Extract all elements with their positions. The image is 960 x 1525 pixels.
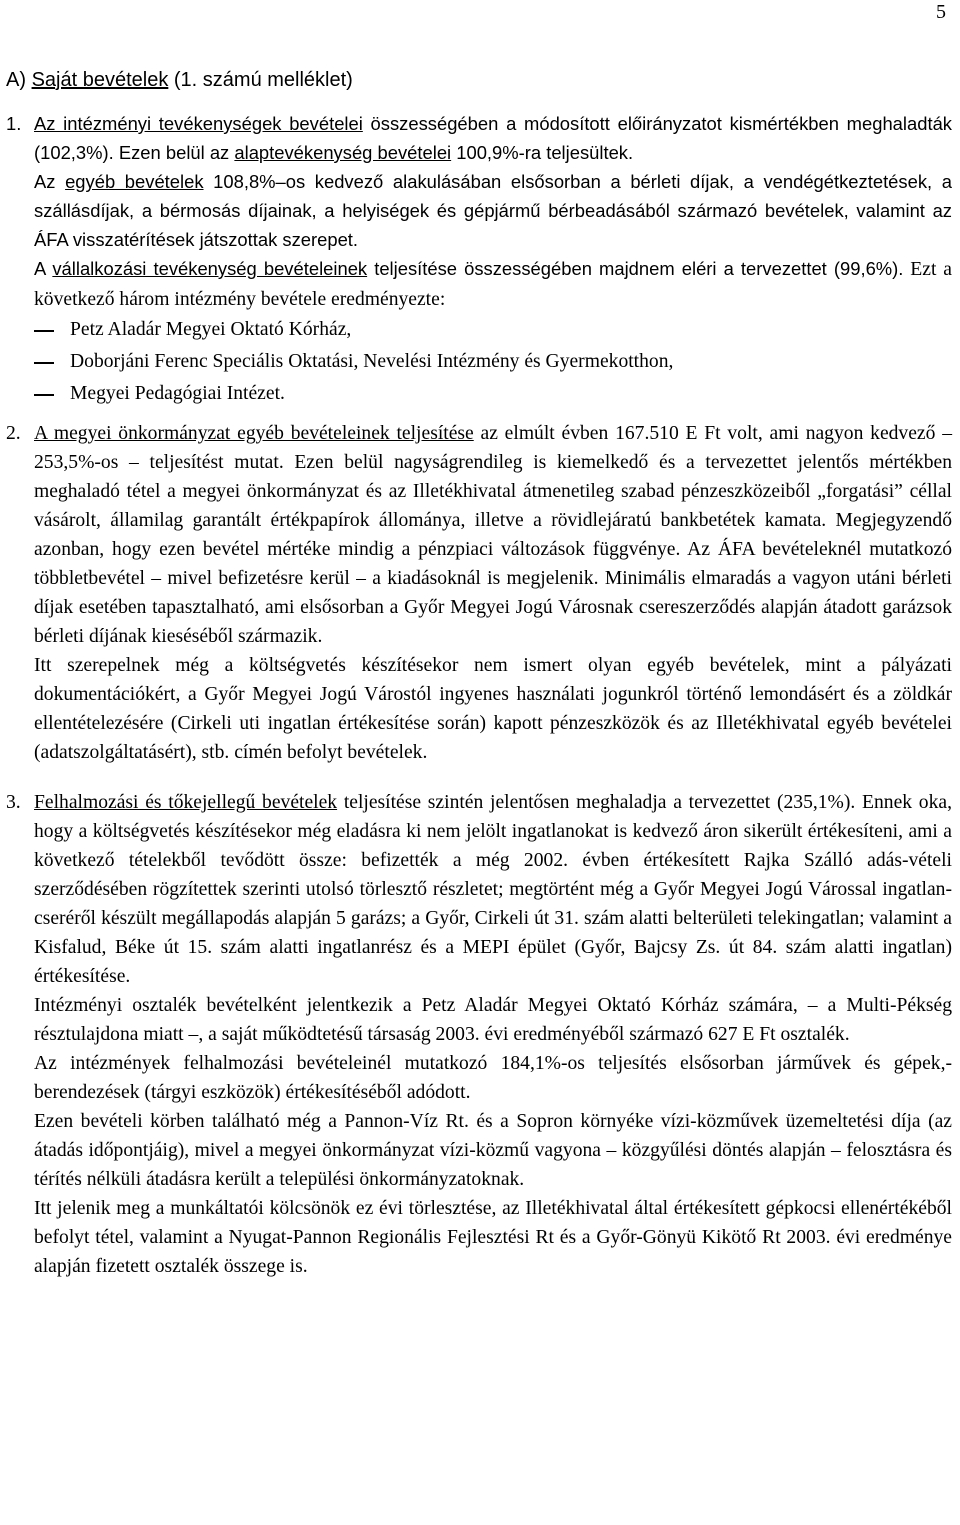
institution-list [34, 314, 952, 410]
paragraph-text: Ezt a következő három intézmény bevétele eredményezte: [34, 259, 952, 310]
list-item-1 [6, 109, 952, 410]
underlined-term: alaptevékenység bevételei [234, 142, 452, 163]
paragraph [34, 419, 952, 651]
item-body [34, 788, 952, 1281]
list-item-3 [6, 788, 952, 1281]
underlined-term: Felhalmozási és tőkejellegű bevételek [34, 792, 338, 813]
item-body [34, 419, 952, 767]
paragraph [34, 254, 952, 314]
paragraph: Itt szerepelnek még a költségvetés készítésekor nem ismert olyan egyéb bevételek, mint a pályázati dokumentációkért, a Győr Megyei Jogú Várostól ingyenes használati jogunkról történő lemondásért és a zöldkár ellentételezésére (Cirkeli uti ingatlan értékesítése során) kapott pénzeszközök és az Illetékhivatal egyéb bevételei (adatszolgáltatásért), stb. címén befolyt bevételek. [34, 655, 952, 763]
underlined-term: egyéb bevételek [65, 171, 204, 192]
paragraph-text: az elmúlt évben 167.510 E Ft volt, ami nagyon kedvező – 253,5%-os – teljesítést mutat. Ezen belül nagyságrendileg is kiemelkedő és a tervezettet jelentős mértékben meghaladó tétel a megyei önkormányzat és az Illetékhivatal átmenetileg szabad pénzeszközeiből „forgatási” céllal vásárolt, államilag garantált értékpapírok állománya, illetve a rövidlejáratú bankbetétek kamata. Megjegyzendő azonban, hogy ezen bevétel mértéke mindig a pénzpiaci változások függvénye. Az ÁFA bevételeknél mutatkozó többletbevétel – mivel befizetésre kerül – a kiadásoknál is megjelenik. Minimális elmaradás a vagyon utáni bérleti díjak esetében tapasztalható, ami elsősorban a Győr Megyei Jogú Városnak csereszerződés alapján átadott garázsok bérleti díjának kieséséből származik. [34, 423, 952, 647]
list-entry: Megyei Pedagógiai Intézet. [34, 378, 952, 410]
paragraph-text: összességében a módosított előirányzatot kismértékben meghaladták (102,3%). Ezen belül az [34, 113, 952, 163]
paragraph: Itt jelenik meg a munkáltatói kölcsönök ez évi törlesztése, az Illetékhivatal által értékesített gépkocsi ellenértékéből befolyt tétel, valamint a Nyugat-Pannon Regionális Fejlesztési Rt és a Győr-Gönyü Kikötő Rt 2003. évi eredménye alapján fizetett osztalék összege is. [34, 1198, 952, 1277]
item-body [34, 109, 952, 410]
paragraph-text: teljesítése szintén jelentősen meghaladja a tervezettet (235,1%). Ennek oka, hogy a költségvetés készítésekor még eladásra ki nem jelölt ingatlanokat is kedvező áron sikerült értékesíteni, ami a következő tételekből tevődött össze: befizették a még 2002. évben értékesített Rajka Szálló adás-vételi szerződésében rögzítettek szerinti utolsó törlesztő részletet; megtörtént még a Győr Megyei Jogú Várossal ingatlan-cseréről készült megállapodás alapján 5 garázs; a Győr, Cirkeli út 31. szám alatti belterületi telekingatlan; valamint a Kisfalud, Béke út 15. szám alatti ingatlanrész és a MEPI épület (Győr, Bajcsy Zs. út 84. szám alatti ingatlan) értékesítése. [34, 792, 952, 987]
paragraph-text: teljesítése összességében majdnem eléri a tervezettet (99,6%). [367, 258, 904, 279]
list-entry: Doborjáni Ferenc Speciális Oktatási, Nevelési Intézmény és Gyermekotthon, [34, 346, 952, 378]
section-heading [6, 64, 952, 96]
item-number: 2. [6, 423, 21, 444]
heading-suffix: (1. számú melléklet) [168, 69, 353, 91]
paragraph-text: 108,8%–os kedvező alakulásában elsősorban a bérleti díjak, a vendégétkeztetések, a szállásdíjak, a bérmosás díjainak, a helyiségek és gépjármű bérbeadásából származó bevételek, valamint az ÁFA visszatérítések játszottak szerepet. [34, 171, 952, 250]
paragraph: Intézményi osztalék bevételként jelentkezik a Petz Aladár Megyei Oktató Kórház számára, – a Multi-Pékség résztulajdona miatt –, a saját működtetésű társaság 2003. évi eredményéből származó 627 E Ft osztalék. [34, 995, 952, 1045]
underlined-term: A megyei önkormányzat egyéb bevételeinek teljesítése [34, 423, 474, 444]
paragraph-text: Az [34, 171, 66, 192]
document-body [6, 64, 952, 1281]
paragraph [34, 109, 952, 167]
page-number: 5 [936, 1, 946, 23]
paragraph-text: A [34, 258, 53, 279]
paragraph-text: 100,9%-ra teljesültek. [451, 142, 634, 163]
item-number: 1. [6, 113, 22, 134]
paragraph [34, 167, 952, 254]
heading-title: Saját bevételek [31, 69, 169, 91]
paragraph: Az intézmények felhalmozási bevételeinél mutatkozó 184,1%-os teljesítés elsősorban járművek és gépek,-berendezések (tárgyi eszközök) értékesítéséből adódott. [34, 1053, 952, 1103]
list-item-2 [6, 419, 952, 767]
list-entry: Petz Aladár Megyei Oktató Kórház, [34, 314, 952, 346]
heading-prefix: A) [6, 69, 32, 91]
underlined-term: Az intézményi tevékenységek bevételei [34, 113, 363, 134]
item-number: 3. [6, 792, 21, 813]
paragraph [34, 788, 952, 991]
paragraph: Ezen bevételi körben található még a Pannon-Víz Rt. és a Sopron környéke vízi-közművek üzemeltetési díja (az átadás időpontjáig), mivel a megyei önkormányzat vízi-közmű vagyona – közgyűlési döntés alapján – felosztásra és térítés nélküli átadásra került a települési önkormányzatoknak. [34, 1111, 952, 1190]
underlined-term: vállalkozási tevékenység bevételeinek [52, 258, 368, 279]
